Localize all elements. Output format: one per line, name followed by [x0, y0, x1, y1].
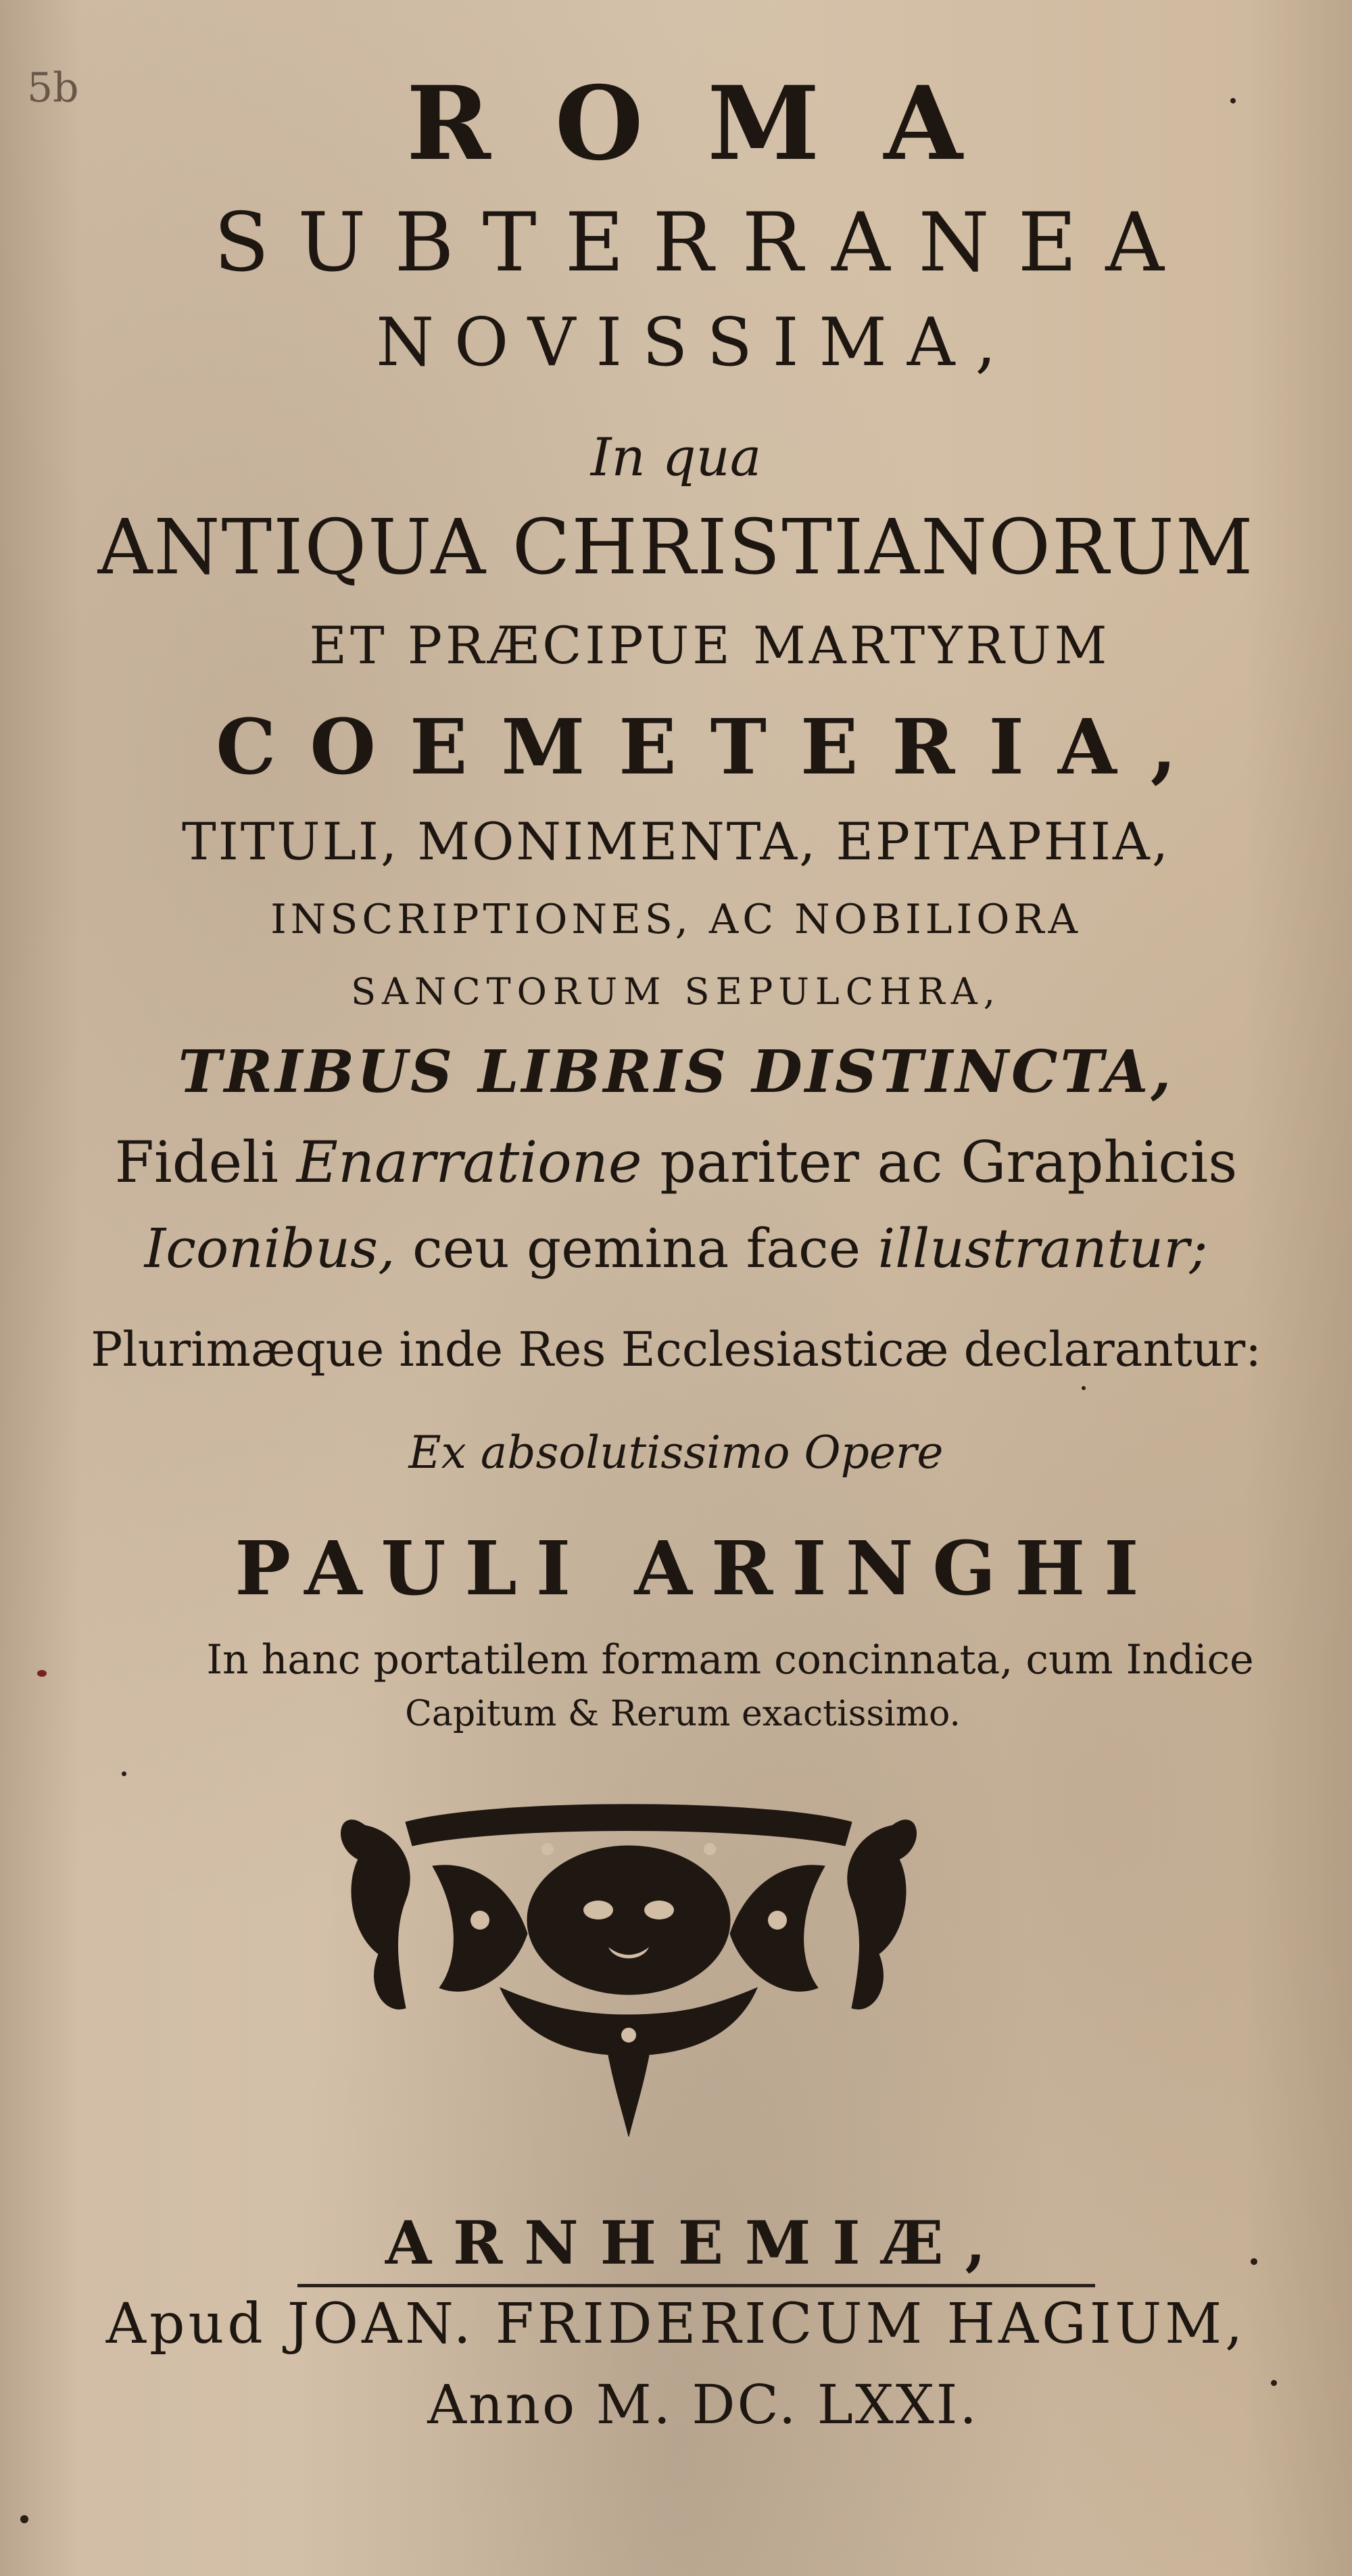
fideli-italic: Enarratione: [296, 1129, 642, 1195]
ink-speck: [20, 2515, 28, 2523]
line-coemeteria: COEMETERIA,: [216, 703, 1211, 792]
iconibus-italic: Iconibus,: [144, 1217, 395, 1280]
fleuron-central-mask: [527, 1846, 730, 1995]
imprint-year: Anno M. DC. LXXI.: [427, 2373, 979, 2436]
line-sanctorum: SANCTORUM SEPULCHRA,: [351, 970, 1001, 1013]
fideli-roman-2: pariter ac Graphicis: [642, 1129, 1238, 1195]
imprint-rule: [297, 2284, 1095, 2287]
ink-speck: [1082, 1386, 1086, 1390]
fleuron-top-band: [406, 1805, 852, 1846]
line-ex-absolutissimo: Ex absolutissimo Opere: [408, 1427, 944, 1479]
line-tituli: TITULI, MONIMENTA, EPITAPHIA,: [182, 811, 1170, 872]
ink-speck: [37, 1670, 47, 1677]
printers-fleuron-ornament: [324, 1785, 933, 2150]
fideli-roman: Fideli: [114, 1129, 297, 1195]
line-plurimaeque: Plurimæque inde Res Ecclesiasticæ declarantur:: [91, 1322, 1261, 1377]
ink-speck: [1230, 98, 1236, 103]
line-in-hanc: In hanc portatilem formam concinnata, cum Indice: [206, 1636, 1254, 1684]
imprint-printer: Apud JOAN. FRIDERICUM HAGIUM,: [105, 2292, 1247, 2356]
line-tribus: TRIBUS LIBRIS DISTINCTA,: [178, 1038, 1174, 1106]
title-subterranea: SUBTERRANEA: [214, 196, 1192, 290]
line-iconibus: [0, 1217, 1352, 1280]
fleuron-left-scroll: [341, 1820, 410, 2009]
ink-speck: [1251, 2258, 1257, 2265]
line-fideli: [0, 1129, 1352, 1195]
line-et-praecipue: ET PRÆCIPUE MARTYRUM: [309, 615, 1111, 675]
line-inscriptiones: INSCRIPTIONES, AC NOBILIORA: [270, 896, 1082, 943]
title-roma: ROMA: [406, 64, 1027, 183]
line-in-qua: In qua: [590, 427, 762, 488]
margin-note: 5b: [27, 64, 79, 112]
fleuron-right-scroll: [848, 1820, 917, 2009]
iconibus-roman: ceu gemina face: [395, 1217, 878, 1280]
title-novissima: NOVISSIMA,: [376, 304, 1017, 381]
iconibus-italic-2: illustrantur;: [877, 1217, 1208, 1280]
fleuron-lower-drapery: [500, 1988, 757, 2055]
imprint-place: ARNHEMIÆ,: [385, 2208, 1008, 2278]
fleuron-pendant: [608, 2055, 649, 2137]
author-name: PAULI ARINGHI: [235, 1525, 1158, 1612]
line-capitum: Capitum & Rerum exactissimo.: [405, 1694, 961, 1734]
ink-speck: [122, 1771, 126, 1776]
line-antiqua: ANTIQUA CHRISTIANORUM: [97, 504, 1255, 592]
ink-speck: [1271, 2380, 1277, 2386]
